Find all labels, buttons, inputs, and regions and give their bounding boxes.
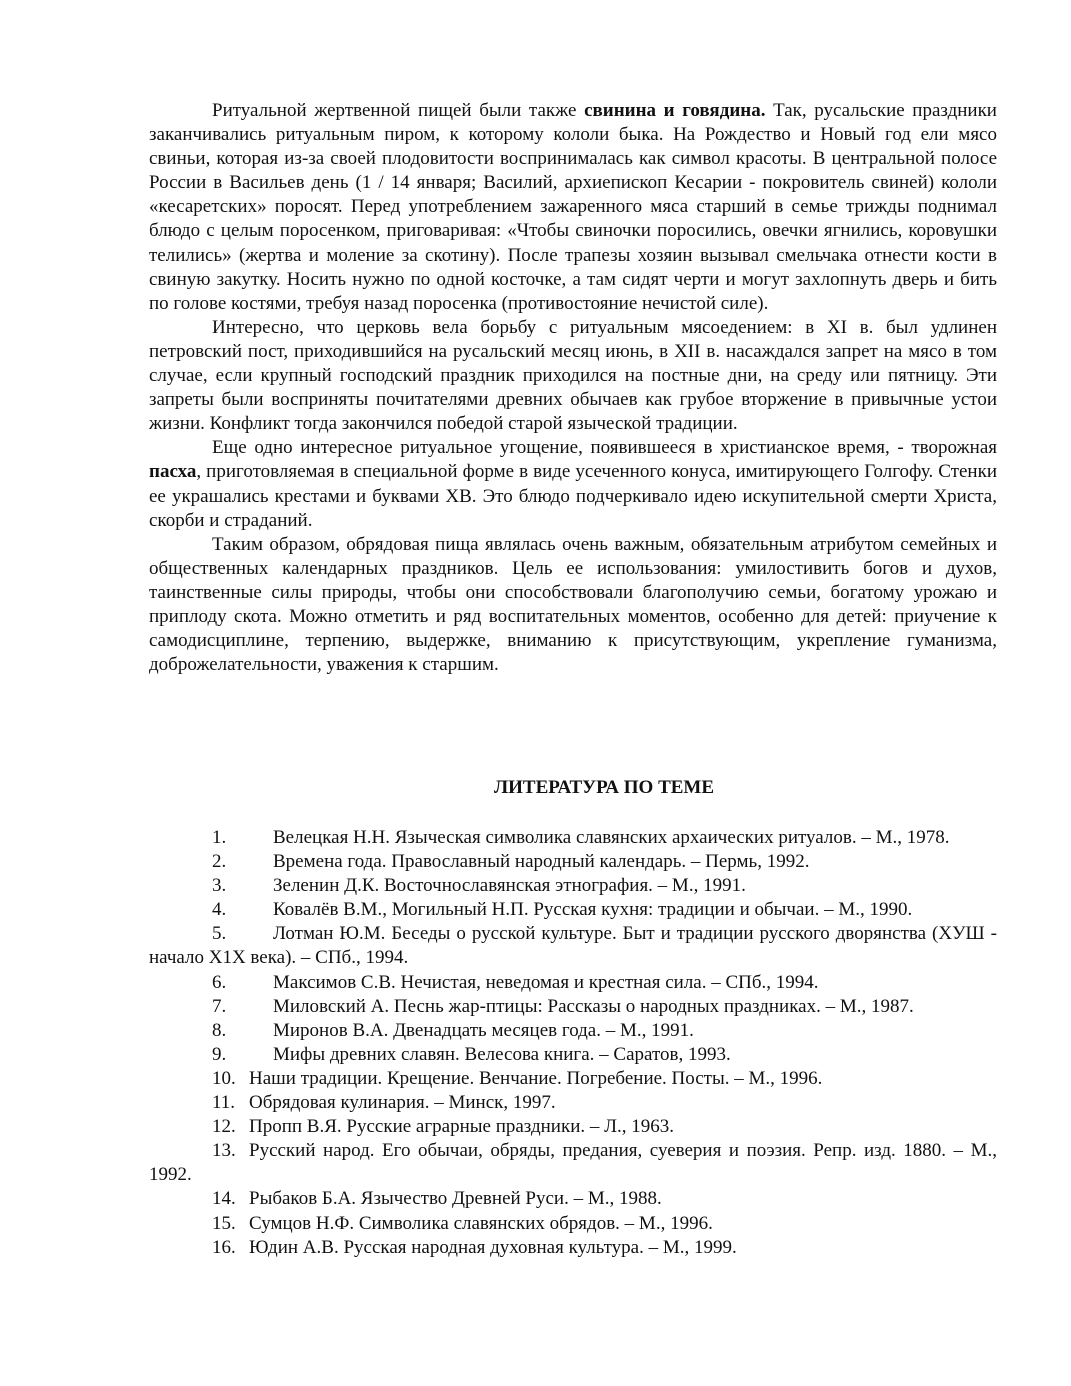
reference-number: 6. <box>212 971 227 993</box>
reference-text: Ковалёв В.М., Могильный Н.П. Русская кухня: традиции и обычаи. – М., 1990. <box>273 899 913 921</box>
reference-item <box>149 922 997 970</box>
reference-text: Миронов В.А. Двенадцать месяцев года. – М., 1991. <box>273 1019 694 1041</box>
bold-term: пасха <box>149 461 197 483</box>
reference-number: 15. <box>212 1212 236 1234</box>
reference-number: 9. <box>212 1043 227 1065</box>
reference-item <box>149 1187 997 1211</box>
references-list <box>149 826 997 1260</box>
reference-number: 12. <box>212 1116 236 1138</box>
bold-term: свинина и говядина. <box>584 100 766 121</box>
reference-text: Наши традиции. Крещение. Венчание. Погребение. Посты. – М., 1996. <box>249 1067 823 1089</box>
reference-number: 14. <box>212 1188 236 1210</box>
reference-item <box>149 1212 997 1236</box>
references-heading: ЛИТЕРАТУРА ПО ТЕМЕ <box>493 777 715 798</box>
reference-text: Лотман Ю.М. Беседы о русской культуре. Быт и традиции русского дворянства (ХУШ - начало Х1Х века). – СПб., 1994. <box>149 923 997 969</box>
reference-number: 16. <box>212 1236 236 1258</box>
reference-item <box>149 874 997 898</box>
reference-text: Юдин А.В. Русская народная духовная культура. – М., 1999. <box>249 1236 737 1258</box>
reference-text: Времена года. Православный народный календарь. – Пермь, 1992. <box>273 851 810 873</box>
reference-item <box>149 850 997 874</box>
reference-item <box>149 1115 997 1139</box>
reference-item <box>149 1236 997 1260</box>
paragraph <box>149 316 997 436</box>
reference-number: 10. <box>212 1067 236 1089</box>
reference-number: 5. <box>212 923 227 945</box>
paragraph-text: Еще одно интересное ритуальное угощение, появившееся в христианское время, - творожная <box>212 437 997 459</box>
reference-number: 7. <box>212 995 227 1017</box>
reference-text: Мифы древних славян. Велесова книга. – Саратов, 1993. <box>273 1043 731 1065</box>
reference-item <box>149 1139 997 1187</box>
reference-text: Миловский А. Песнь жар-птицы: Рассказы о народных праздниках. – М., 1987. <box>273 995 914 1017</box>
paragraph <box>149 99 997 316</box>
reference-number: 3. <box>212 875 227 897</box>
reference-number: 1. <box>212 827 227 848</box>
reference-text: Зеленин Д.К. Восточнославянская этнография. – М., 1991. <box>273 875 746 897</box>
reference-number: 11. <box>212 1092 236 1114</box>
reference-text: Сумцов Н.Ф. Символика славянских обрядов. – М., 1996. <box>249 1212 713 1234</box>
paragraph-text: Ритуальной жертвенной пищей были также <box>212 100 585 121</box>
reference-text: Русский народ. Его обычаи, обряды, предания, суеверия и поэзия. Репр. изд. 1880. – М., 1992. <box>149 1140 997 1186</box>
reference-text: Обрядовая кулинария. – Минск, 1997. <box>249 1092 556 1114</box>
reference-text: Максимов С.В. Нечистая, неведомая и крестная сила. – СПб., 1994. <box>273 971 819 993</box>
reference-number: 2. <box>212 851 227 873</box>
reference-number: 13. <box>212 1140 236 1162</box>
reference-number: 8. <box>212 1019 227 1041</box>
reference-item <box>149 995 997 1019</box>
paragraph <box>149 436 997 532</box>
body-text <box>149 99 997 677</box>
paragraph-text: , приготовляемая в специальной форме в виде усеченного конуса, имитирующего Голгофу. Стенки ее украшались крестами и буквами ХВ. Это блюдо подчеркивало идею искупительной смерти Христа, скорби и страданий. <box>149 461 997 531</box>
reference-item <box>149 1019 997 1043</box>
paragraph <box>149 533 997 678</box>
reference-item <box>149 898 997 922</box>
reference-item <box>149 826 997 850</box>
paragraph-text: Так, русальские праздники заканчивались ритуальным пиром, к которому кололи быка. На Рождество и Новый год ели мясо свиньи, которая из-за своей плодовитости воспринималась как символ красоты. В центральной полосе России в Васильев день (1 / 14 января; Василий, архиепископ Кесарии - покровитель свиней) кололи «кесаретских» поросят. Перед употреблением зажаренного мяса старший в семье трижды поднимал блюдо с целым поросенком, приговаривая: «Чтобы свиночки поросились, овечки ягнились, коровушки телились» (жертва и моление за скотину). После трапезы хозяин вызывал смельчака отнести кости в свиную закутку. Носить нужно по одной косточке, а там сидят черти и могут захлопнуть дверь и бить по голове костями, требуя назад поросенка (противостояние нечистой силе). <box>149 100 997 314</box>
reference-text: Рыбаков Б.А. Язычество Древней Руси. – М., 1988. <box>249 1188 662 1210</box>
paragraph-text: Таким образом, обрядовая пища являлась очень важным, обязательным атрибутом семейных и общественных календарных праздников. Цель ее использования: умилостивить богов и духов, таинственные силы природы, чтобы они способствовали благополучию семьи, богатому урожаю и приплоду скота. Можно отметить и ряд воспитательных моментов, особенно для детей: приучение к самодисциплине, терпению, выдержке, вниманию к присутствующим, укрепление гуманизма, доброжелательности, уважения к старшим. <box>149 533 997 676</box>
reference-text: Пропп В.Я. Русские аграрные праздники. – Л., 1963. <box>249 1116 674 1138</box>
reference-item <box>149 1067 997 1091</box>
reference-number: 4. <box>212 899 227 921</box>
reference-text: Велецкая Н.Н. Языческая символика славянских архаических ритуалов. – М., 1978. <box>273 827 950 848</box>
reference-item <box>149 1091 997 1115</box>
reference-item <box>149 1043 997 1067</box>
reference-item <box>149 971 997 995</box>
paragraph-text: Интересно, что церковь вела борьбу с ритуальным мясоедением: в XI в. был удлинен петровский пост, приходившийся на русальский месяц июнь, в XII в. насаждался запрет на мясо в том случае, если крупный господский праздник приходился на постные дни, на среду или пятницу. Эти запреты были восприняты почитателями древних обычаев как грубое вторжение в привычные устои жизни. Конфликт тогда закончился победой старой языческой традиции. <box>149 316 997 435</box>
